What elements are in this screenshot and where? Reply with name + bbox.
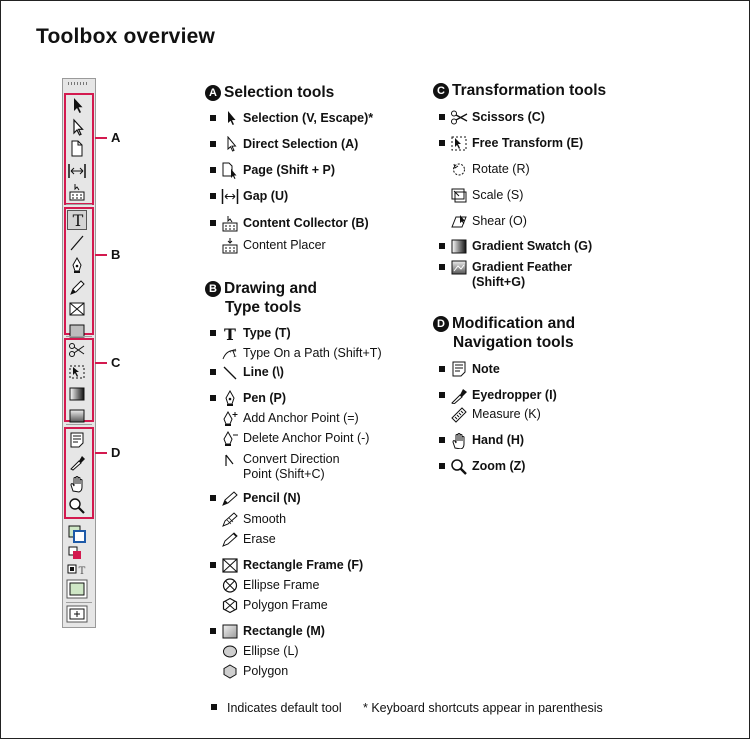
tool-row-scale: Scale (S)	[472, 188, 523, 203]
badge-c: C	[433, 83, 449, 99]
toolbox-hand-icon[interactable]	[67, 475, 87, 493]
content-collector-icon	[221, 215, 239, 232]
default-tool-bullet	[210, 220, 216, 226]
erase-icon	[221, 531, 239, 548]
direct-selection-arrow-icon	[221, 136, 239, 153]
badge-a: A	[205, 85, 221, 101]
polygon-icon	[221, 663, 239, 680]
modification-navigation-tools-heading: D Modification and Navigation tools	[433, 314, 575, 352]
toolbox-rectangle-frame-icon[interactable]	[67, 300, 87, 318]
svg-text:T: T	[78, 566, 86, 577]
toolbox-separator	[66, 336, 92, 337]
tool-row-pencil: Pencil (N)	[243, 491, 301, 506]
gradient-feather-icon	[450, 259, 468, 276]
group-b-leader	[95, 254, 107, 256]
tool-row-rotate: Rotate (R)	[472, 162, 530, 177]
type-on-path-icon	[221, 345, 239, 362]
toolbox-page-icon[interactable]	[67, 140, 87, 158]
tool-row-gap: Gap (U)	[243, 189, 288, 204]
convert-direction-point-icon	[221, 451, 239, 468]
default-tool-bullet	[439, 114, 445, 120]
rectangle-frame-icon	[221, 557, 239, 574]
default-tool-bullet	[210, 167, 216, 173]
toolbox-separator	[66, 204, 92, 205]
toolbox-pen-icon[interactable]	[67, 256, 87, 274]
selection-arrow-icon	[221, 110, 239, 127]
footer-default-bullet	[211, 704, 217, 710]
tool-row-ellipse-frame: Ellipse Frame	[243, 578, 319, 593]
tool-row-rectangle: Rectangle (M)	[243, 624, 325, 639]
apply-color-icon[interactable]	[66, 579, 88, 599]
content-placer-icon	[221, 237, 239, 254]
toolbox-free-transform-icon[interactable]	[67, 363, 87, 381]
toolbox-note-icon[interactable]	[67, 431, 87, 449]
default-tool-bullet	[439, 463, 445, 469]
default-tool-bullet	[439, 264, 445, 270]
toolbox-panel	[62, 78, 96, 628]
tool-row-erase: Erase	[243, 532, 276, 547]
measure-icon	[450, 406, 468, 423]
tool-row-zoom: Zoom (Z)	[472, 459, 525, 474]
scissors-icon	[450, 109, 468, 126]
footer-default-legend: Indicates default tool	[227, 701, 342, 715]
default-tool-bullet	[439, 392, 445, 398]
formatting-container-text-icon[interactable]	[67, 561, 87, 577]
group-a-leader	[95, 137, 107, 139]
toolbox-gradient-swatch-icon[interactable]	[67, 385, 87, 403]
tool-row-polygon-frame: Polygon Frame	[243, 598, 328, 613]
group-letter-b: B	[111, 247, 121, 262]
tool-row-hand: Hand (H)	[472, 433, 524, 448]
tool-row-content-placer: Content Placer	[243, 238, 326, 253]
line-icon	[221, 364, 239, 381]
pen-icon	[221, 390, 239, 407]
default-tool-bullet	[210, 141, 216, 147]
tool-row-note: Note	[472, 362, 500, 377]
gradient-swatch-icon	[450, 238, 468, 255]
toolbox-pencil-icon[interactable]	[67, 278, 87, 296]
screen-mode-icon[interactable]	[66, 605, 88, 623]
group-d-leader	[95, 452, 107, 454]
tool-row-free-transform: Free Transform (E)	[472, 136, 583, 151]
tool-row-add-anchor-point: Add Anchor Point (=)	[243, 411, 359, 426]
free-transform-icon	[450, 135, 468, 152]
default-tool-bullet	[210, 395, 216, 401]
toolbox-gradient-feather-icon[interactable]	[67, 407, 87, 425]
rectangle-icon	[221, 623, 239, 640]
group-letter-d: D	[111, 445, 121, 460]
toolbox-scissors-icon[interactable]	[67, 341, 87, 359]
smooth-icon	[221, 511, 239, 528]
toolbox-eyedropper-icon[interactable]	[67, 453, 87, 471]
default-tool-bullet	[439, 243, 445, 249]
add-anchor-point-icon	[221, 410, 239, 427]
toolbox-type-icon[interactable]	[67, 210, 87, 230]
default-tool-bullet	[210, 193, 216, 199]
tool-row-ellipse: Ellipse (L)	[243, 644, 299, 659]
group-letter-a: A	[111, 130, 121, 145]
tool-row-convert-direction-point: Convert Direction Point (Shift+C)	[243, 452, 340, 482]
toolbox-separator	[66, 602, 92, 603]
type-icon	[221, 325, 239, 342]
toolbox-separator	[66, 424, 92, 425]
page-title: Toolbox overview	[36, 25, 216, 48]
zoom-icon	[450, 458, 468, 475]
page-tool-icon	[221, 162, 239, 179]
tool-row-measure: Measure (K)	[472, 407, 541, 422]
shear-icon	[450, 213, 468, 230]
tool-row-smooth: Smooth	[243, 512, 286, 527]
ellipse-icon	[221, 643, 239, 660]
tool-row-page: Page (Shift + P)	[243, 163, 335, 178]
footer-shortcut-note: * Keyboard shortcuts appear in parenthesis	[363, 701, 603, 715]
toolbox-zoom-icon[interactable]	[67, 497, 87, 515]
toolbox-content-collector-icon[interactable]	[67, 183, 87, 201]
group-letter-c: C	[111, 355, 121, 370]
badge-d: D	[433, 316, 449, 332]
hand-icon	[450, 432, 468, 449]
svg-text:T: T	[224, 325, 236, 342]
default-fill-stroke-icon[interactable]	[67, 545, 87, 557]
delete-anchor-point-icon	[221, 430, 239, 447]
group-c-leader	[95, 362, 107, 364]
svg-text:T: T	[229, 348, 239, 361]
tool-row-direct-selection: Direct Selection (A)	[243, 137, 358, 152]
toolbox-line-icon[interactable]	[67, 234, 87, 252]
toolbox-selection-icon[interactable]	[67, 96, 87, 114]
default-tool-bullet	[439, 437, 445, 443]
note-icon	[450, 361, 468, 378]
tool-row-content-collector: Content Collector (B)	[243, 216, 369, 231]
selection-tools-heading: A Selection tools	[205, 83, 334, 102]
fill-stroke-swatch-icon[interactable]	[67, 525, 87, 543]
default-tool-bullet	[210, 330, 216, 336]
tool-row-shear: Shear (O)	[472, 214, 527, 229]
ellipse-frame-icon	[221, 577, 239, 594]
tool-row-eyedropper: Eyedropper (I)	[472, 388, 557, 403]
toolbox-direct-selection-icon[interactable]	[67, 118, 87, 136]
polygon-frame-icon	[221, 597, 239, 614]
rotate-icon	[450, 161, 468, 178]
badge-b: B	[205, 281, 221, 297]
scale-icon	[450, 187, 468, 204]
default-tool-bullet	[210, 628, 216, 634]
tool-row-rectangle-frame: Rectangle Frame (F)	[243, 558, 363, 573]
default-tool-bullet	[439, 366, 445, 372]
default-tool-bullet	[210, 562, 216, 568]
tool-row-polygon: Polygon	[243, 664, 288, 679]
default-tool-bullet	[210, 369, 216, 375]
tool-row-line: Line (\)	[243, 365, 284, 380]
tool-row-selection: Selection (V, Escape)*	[243, 111, 373, 126]
default-tool-bullet	[439, 140, 445, 146]
drawing-type-tools-heading: B Drawing and Type tools	[205, 279, 317, 317]
toolbox-grip[interactable]	[68, 82, 88, 85]
tool-row-pen: Pen (P)	[243, 391, 286, 406]
tool-row-delete-anchor-point: Delete Anchor Point (-)	[243, 431, 369, 446]
tool-row-gradient-swatch: Gradient Swatch (G)	[472, 239, 592, 254]
tool-row-type: T Type (T)	[243, 326, 291, 341]
tool-row-type-on-path: T Type On a Path (Shift+T)	[243, 346, 382, 361]
gap-tool-icon	[221, 188, 239, 205]
default-tool-bullet	[210, 495, 216, 501]
tool-row-gradient-feather: Gradient Feather (Shift+G)	[472, 260, 572, 290]
svg-text:T: T	[72, 211, 84, 229]
eyedropper-icon	[450, 387, 468, 404]
pencil-icon	[221, 490, 239, 507]
default-tool-bullet	[210, 115, 216, 121]
transformation-tools-heading: C Transformation tools	[433, 81, 606, 100]
tool-row-scissors: Scissors (C)	[472, 110, 545, 125]
toolbox-gap-icon[interactable]	[67, 162, 87, 180]
